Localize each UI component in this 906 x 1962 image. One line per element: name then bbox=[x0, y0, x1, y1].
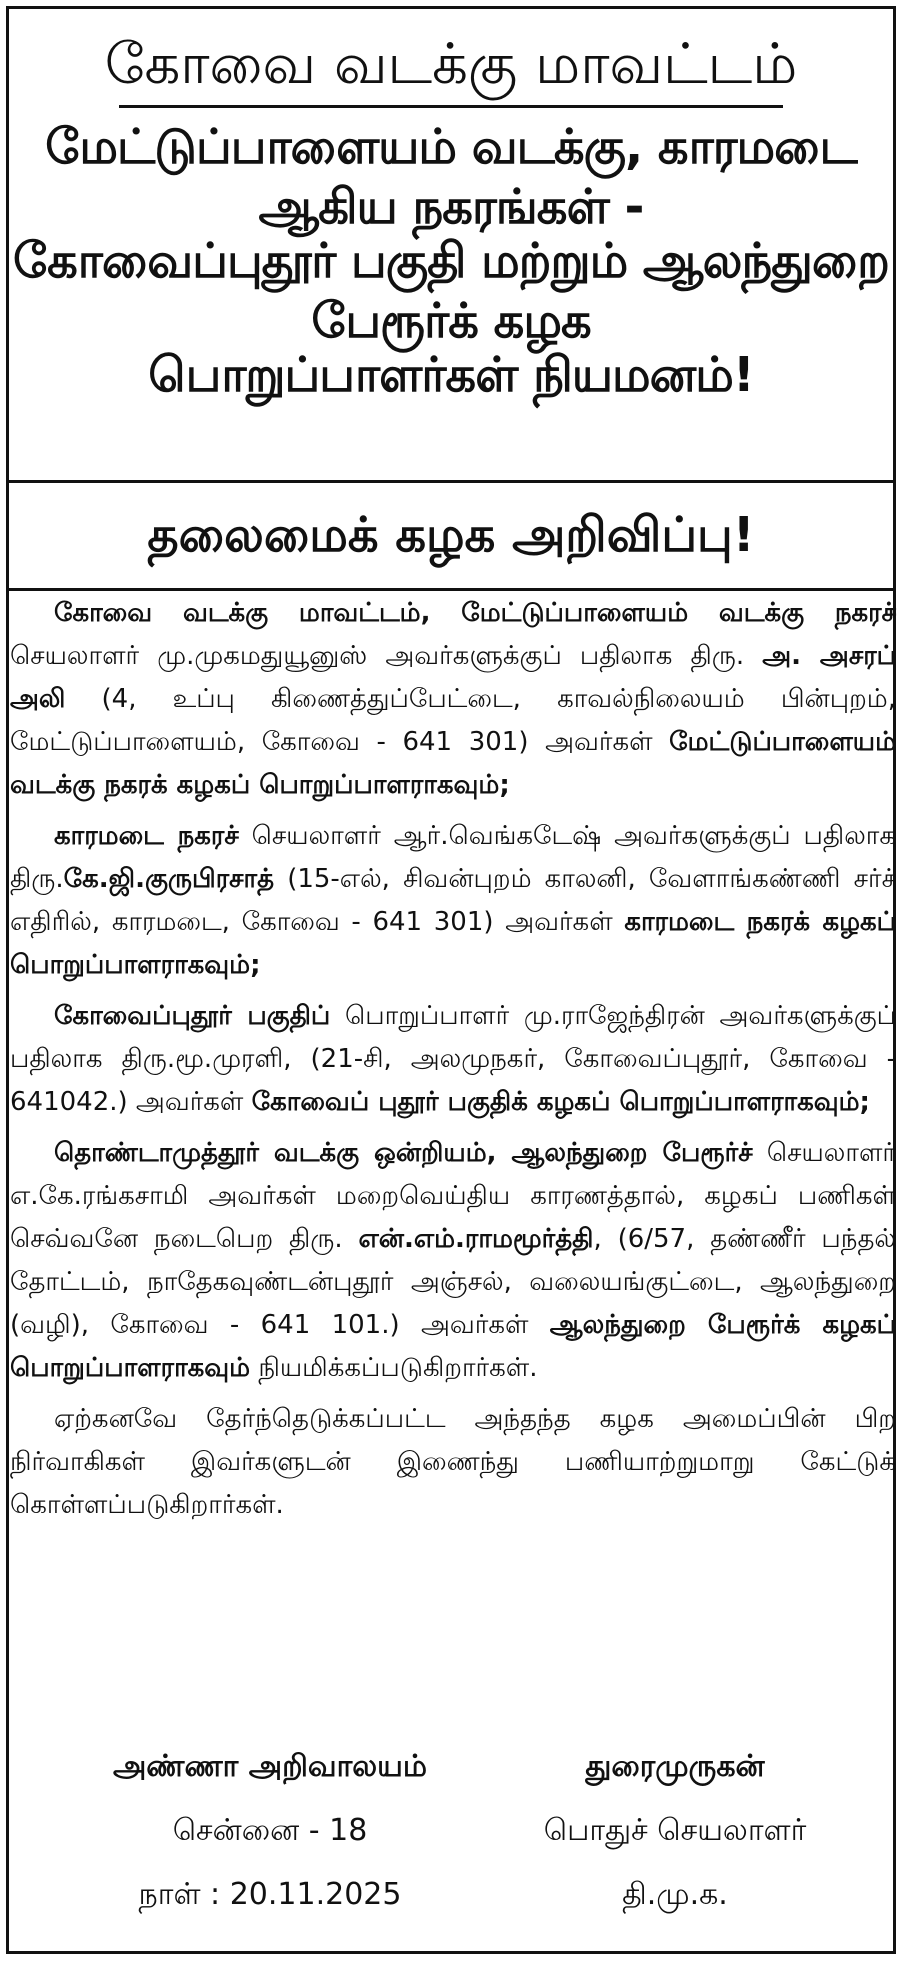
district-title: கோவை வடக்கு மாவட்டம் bbox=[104, 32, 798, 97]
party-name: தி.மு.க. bbox=[622, 1877, 728, 1912]
signature-block bbox=[0, 1735, 906, 1945]
title-underline bbox=[119, 105, 783, 108]
paragraph-2 bbox=[10, 815, 896, 987]
signatory-title: பொதுச் செயலாளர் bbox=[543, 1813, 807, 1848]
announcement-body bbox=[10, 592, 896, 1527]
text-segment: செயலாளர் எ.கே.ரங்கசாமி அவர்கள் மறைவெய்திய காரணத்தால், கழகப் பணிகள் செவ்வனே நடைபெற திரு. bbox=[10, 1138, 896, 1254]
bold-text-segment: என்.எம்.ராமமூர்த்தி bbox=[358, 1224, 594, 1254]
header-section bbox=[9, 9, 893, 483]
bold-text-segment: காரமடை நகரச் bbox=[54, 821, 239, 851]
bold-text-segment: காரமடை நகரக் கழகப் பொறுப்பாளராகவும்; bbox=[10, 907, 897, 980]
bold-text-segment: கோவை வடக்கு மாவட்டம், மேட்டுப்பாளையம் வடக்கு நகரச் bbox=[54, 598, 896, 628]
bold-text-segment: கோவைப்புதூர் பகுதிப் bbox=[54, 1001, 331, 1031]
text-segment: ஏற்கனவே தேர்ந்தெடுக்கப்பட்ட அந்தந்த கழக அமைப்பின் பிற நிர்வாகிகள் இவர்களுடன் இணைந்து பணியாற்றுமாறு கேட்டுக் கொள்ளப்படுகிறார்கள். bbox=[10, 1404, 896, 1520]
signature-right bbox=[500, 1735, 850, 1927]
text-segment: , (6/57, தண்ணீர் பந்தல் தோட்டம், நாதேகவுண்டன்புதூர் அஞ்சல், வலையங்குட்டை, ஆலந்துறை (வழி), கோவை - 641 101.) அவர்கள் bbox=[10, 1224, 896, 1340]
text-segment: (15-எல், சிவன்புறம் காலனி, வேளாங்கண்ணி சர்ச் எதிரில், காரமடை, கோவை - 641 301) அவர்கள் bbox=[10, 864, 896, 937]
announcement-date: நாள் : 20.11.2025 bbox=[138, 1877, 402, 1912]
text-segment: பொறுப்பாளர் மு.ராஜேந்திரன் அவர்களுக்குப் பதிலாக திரு.மூ.முரளி, (21-சி, அலமுநகர், கோவைப்புதூர், கோவை - 641042.) அவர்கள் bbox=[10, 1001, 896, 1117]
text-segment: செயலாளர் மு.முகமதுயூனுஸ் அவர்களுக்குப் பதிலாக திரு. bbox=[10, 641, 763, 671]
text-segment: (4, உப்பு கிணைத்துப்பேட்டை, காவல்நிலையம் பின்புறம், மேட்டுப்பாளையம், கோவை - 641 301) அவர்கள் bbox=[10, 684, 896, 757]
paragraph-1 bbox=[10, 592, 896, 807]
bold-text-segment: கே.ஜி.குருபிரசாத் bbox=[63, 864, 275, 894]
headline-line-1: மேட்டுப்பாளையம் வடக்கு, காரமடை ஆகிய நகரங்கள் - bbox=[45, 119, 857, 235]
bold-text-segment: மேட்டுப்பாளையம் வடக்கு நகரக் கழகப் பொறுப்பாளராகவும்; bbox=[10, 727, 896, 800]
bold-text-segment: கோவைப் புதூர் பகுதிக் கழகப் பொறுப்பாளராகவும்; bbox=[251, 1087, 870, 1117]
headline-line-2: கோவைப்புதூர் பகுதி மற்றும் ஆலந்துறை பேரூர்க் கழக bbox=[13, 233, 889, 349]
bold-text-segment: ஆலந்துறை பேரூர்க் கழகப் பொறுப்பாளராகவும் bbox=[10, 1310, 896, 1383]
subheader: தலைமைக் கழக அறிவிப்பு! bbox=[9, 483, 893, 591]
signatory-name: துரைமுருகன் bbox=[585, 1749, 765, 1784]
office-name: அண்ணா அறிவாலயம் bbox=[112, 1749, 428, 1784]
text-segment: செயலாளர் ஆர்.வெங்கடேஷ் அவர்களுக்குப் பதிலாக திரு. bbox=[10, 821, 896, 894]
headline-line-3: பொறுப்பாளர்கள் நியமனம்! bbox=[148, 347, 754, 403]
bold-text-segment: தொண்டாமுத்தூர் வடக்கு ஒன்றியம், ஆலந்துறை பேரூர்ச் bbox=[54, 1138, 753, 1168]
paragraph-3 bbox=[10, 995, 896, 1124]
office-city: சென்னை - 18 bbox=[172, 1813, 368, 1848]
paragraph-5 bbox=[10, 1398, 896, 1527]
bold-text-segment: அ. அசரப் அலி bbox=[10, 641, 896, 714]
signature-left bbox=[70, 1735, 470, 1927]
text-segment: நியமிக்கப்படுகிறார்கள். bbox=[250, 1353, 538, 1383]
paragraph-4 bbox=[10, 1132, 896, 1390]
